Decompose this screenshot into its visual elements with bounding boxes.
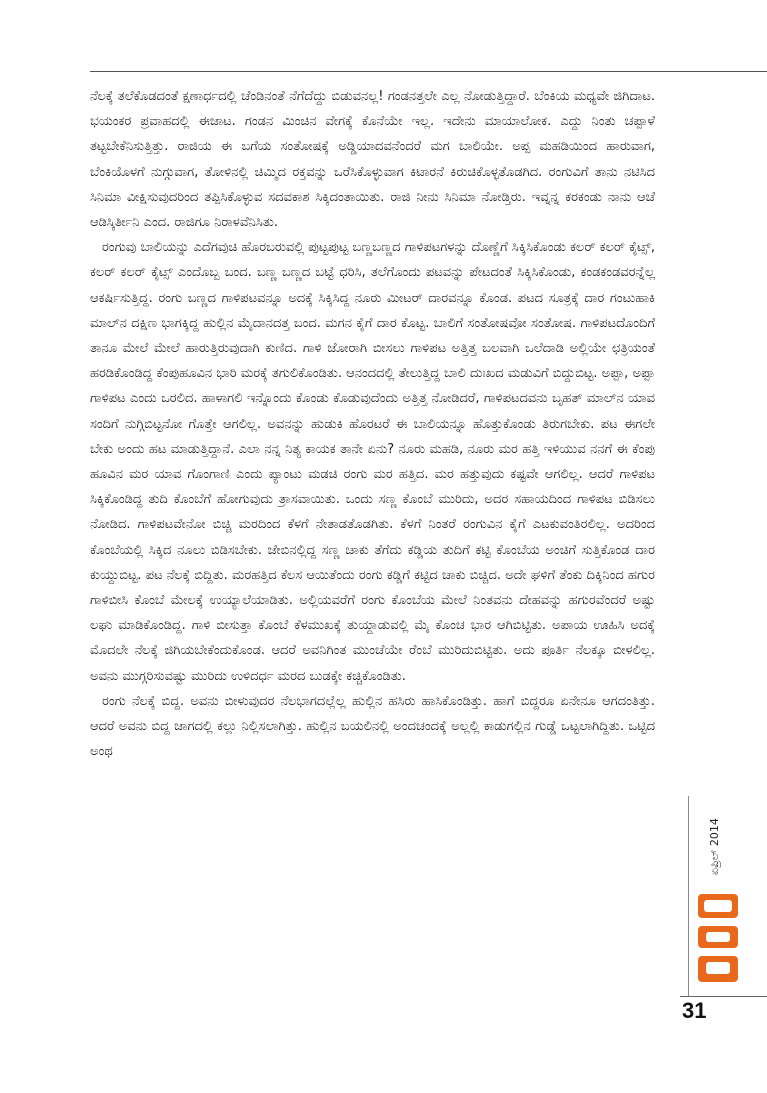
paragraph-3: ರಂಗು ನೆಲಕ್ಕೆ ಬಿದ್ದ. ಅವನು ಬೀಳುವುದರ ನೆಲಭಾಗದಲ್ಲೆಲ್ಲ ಹುಲ್ಲಿನ ಹಸಿರು ಹಾಸಿಕೊಂಡಿತ್ತು. ಹಾಗೆ ಬಿದ್ದರೂ ಏನೇನೂ ಆಗದಂತಿತ್ತು. ಆದರೆ ಅವನು ಬಿದ್ದ ಜಾಗದಲ್ಲಿ ಕಲ್ಲು ನಿಲ್ಲಿಸಲಾಗಿತ್ತು. ಹುಲ್ಲಿನ ಬಯಲಿನಲ್ಲಿ ಅಂದಚಂದಕ್ಕೆ ಅಲ್ಲಲ್ಲಿ ಕಾಡುಗಲ್ಲಿನ ಗುಡ್ಡೆ ಒಟ್ಟಲಾಗಿದ್ದಿತು. ಒಟ್ಟಿದ ಅಂಥ [90,693,655,760]
magazine-logo [692,888,744,988]
paragraph-2: ರಂಗುವು ಬಾಲಿಯನ್ನು ಎದೆಗವುಚಿ ಹೊರಬರುವಲ್ಲಿ ಪುಟ್ಟಪುಟ್ಟ ಬಣ್ಣಬಣ್ಣದ ಗಾಳಿಪಟಗಳನ್ನು ದೊಣ್ಣೆಗೆ ಸಿಕ್ಕಿಸಿಕೊಂಡು ಕಲರ್ ಕಲರ್ ಕೈಟ್ಸ್, ಕಲರ್ ಕಲರ್ ಕೈಟ್ಸ್ ಎಂದೊಬ್ಬ ಬಂದ. ಬಣ್ಣ ಬಣ್ಣದ ಬಟ್ಟೆ ಧರಿಸಿ, ತಲೆಗೊಂದು ಪಟವನ್ನು ಪೇಟದಂತೆ ಸಿಕ್ಕಿಸಿಕೊಂಡು, ಕಂಡಕಂಡವರನ್ನೆಲ್ಲ ಆಕರ್ಷಿಸುತ್ತಿದ್ದ. ರಂಗು ಬಣ್ಣದ ಗಾಳಿಪಟವನ್ನೂ ಅದಕ್ಕೆ ಸಿಕ್ಕಿಸಿದ್ದ ನೂರು ಮೀಟರ್ ದಾರವನ್ನೂ ಕೊಂಡ. ಪಟದ ಸೂತ್ರಕ್ಕೆ ದಾರ ಗಂಟುಹಾಕಿ ಮಾಲ್‌ನ ದಕ್ಷಿಣ ಭಾಗಕ್ಕಿದ್ದ ಹುಲ್ಲಿನ ಮೈದಾನದತ್ತ ಬಂದ. ಮಗನ ಕೈಗೆ ದಾರ ಕೊಟ್ಟ. ಬಾಲಿಗೆ ಸಂತೋಷವೋ ಸಂತೋಷ. ಗಾಳಿಪಟದೊಂದಿಗೆ ತಾನೂ ಮೇಲೆ ಮೇಲೆ ಹಾರುತ್ತಿರುವುದಾಗಿ ಕುಣಿದ. ಗಾಳಿ ಜೋರಾಗಿ ಬೀಸಲು ಗಾಳಿಪಟ ಅತ್ತಿತ್ತ ಬಲವಾಗಿ ಒಲೆದಾಡಿ ಅಲ್ಲಿಯೇ ಛತ್ರಿಯಂತೆ ಹರಡಿಕೊಂಡಿದ್ದ ಕೆಂಪುಹೂವಿನ ಭಾರಿ ಮರಕ್ಕೆ ತಗುಲಿಕೊಂಡಿತು. ಆನಂದದಲ್ಲಿ ತೇಲುತ್ತಿದ್ದ ಬಾಲಿ ದುಃಖದ ಮಡುವಿಗೆ ಬಿದ್ದುಬಿಟ್ಟ. ಅಪ್ಪಾ, ಅಪ್ಪಾ ಗಾಳಿಪಟ ಎಂದು ಒರಲಿದ. ಹಾಳಾಗಲಿ ಇನ್ನೊಂದು ಕೊಂಡು ಕೊಡುವುದೆಂದು ಅತ್ತಿತ್ತ ನೋಡಿದರೆ, ಗಾಳಿಪಟದವನು ಬೃಹತ್ ಮಾಲ್‌ನ ಯಾವ ಸಂದಿಗೆ ನುಗ್ಗಿಬಿಟ್ಟನೋ ಗೊತ್ತೇ ಆಗಲಿಲ್ಲ. ಅವನನ್ನು ಹುಡುಕಿ ಹೊರಟರೆ ಈ ಬಾಲಿಯನ್ನೂ ಹೊತ್ತುಕೊಂಡು ತಿರುಗಬೇಕು. ಪಟ ಈಗಲೇ ಬೇಕು ಅಂದು ಹಟ ಮಾಡುತ್ತಿದ್ದಾನೆ. ಎಲಾ ನನ್ನ ನಿತ್ಯ ಕಾಯಕ ತಾನೇ ಏನು? ನೂರು ಮಹಡಿ, ನೂರು ಮರ ಹತ್ತಿ ಇಳಿಯುವ ನನಗೆ ಈ ಕೆಂಪು ಹೂವಿನ ಮರ ಯಾವ ಗೊಂಗಾಣಿ ಎಂದು ಪ್ಯಾಂಟು ಮಡಚಿ ರಂಗು ಮರ ಹತ್ತಿದ. ಮರ ಹತ್ತುವುದು ಕಷ್ಟವೇ ಆಗಲಿಲ್ಲ. ಆದರೆ ಗಾಳಿಪಟ ಸಿಕ್ಕಿಕೊಂಡಿದ್ದ ತುದಿ ಕೊಂಬೆಗೆ ಹೋಗುವುದು ತ್ರಾಸವಾಯಿತು. ಒಂದು ಸಣ್ಣ ಕೊಂಬೆ ಮುರಿದು, ಅದರ ಸಹಾಯದಿಂದ ಗಾಳಿಪಟ ಬಿಡಿಸಲು ನೋಡಿದ. ಗಾಳಿಪಟವೇನೋ ಬಿಚ್ಚಿ ಮರದಿಂದ ಕೆಳಗೆ ನೇತಾಡತೊಡಗಿತು. ಕೆಳಗೆ ನಿಂತರೆ ರಂಗುವಿನ ಕೈಗೆ ಎಟಕುವಂತಿರಲಿಲ್ಲ. ಅದರಿಂದ ಕೊಂಬೆಯಲ್ಲಿ ಸಿಕ್ಕಿದ ನೂಲು ಬಿಡಿಸಬೇಕು. ಜೇಬಿನಲ್ಲಿದ್ದ ಸಣ್ಣ ಚಾಕು ತೆಗೆದು ಕಡ್ಡಿಯ ತುದಿಗೆ ಕಟ್ಟಿ ಕೊಂಬೆಯ ಅಂಚಿಗೆ ಸುತ್ತಿಕೊಂಡ ದಾರ ಕುಯ್ದುಬಿಟ್ಟ. ಪಟ ನೆಲಕ್ಕೆ ಬಿದ್ದಿತು. ಮರಹತ್ತಿದ ಕೆಲಸ ಆಯಿತೆಂದು ರಂಗು ಕಡ್ಡಿಗೆ ಕಟ್ಟಿದ ಚಾಕು ಬಿಚ್ಚಿದ. ಅದೇ ಘಳಿಗೆ ತೆಂಕು ದಿಕ್ಕಿನಿಂದ ಹಗುರ ಗಾಳಿಬೀಸಿ ಕೊಂಬೆ ಮೇಲಕ್ಕೆ ಉಯ್ಯಾಲೆಯಾಡಿತು. ಅಲ್ಲಿಯವರೆಗೆ ರಂಗು ಕೊಂಬೆಯ ಮೇಲೆ ನಿಂತವನು ದೇಹವನ್ನು ಹಗುರವೆಂದರೆ ಅಷ್ಟು ಲಘು ಮಾಡಿಕೊಂಡಿದ್ದ. ಗಾಳಿ ಬೀಸುತ್ತಾ ಕೊಂಬೆ ಕೆಳಮುಖಕ್ಕೆ ತುಯ್ದಾಡುವಲ್ಲಿ ಮೈ ಕೊಂಚ ಭಾರ ಆಗಿಬಿಟ್ಟಿತು. ಅಪಾಯ ಊಹಿಸಿ ಅದಕ್ಕೆ ಮೊದಲೇ ನೆಲಕ್ಕೆ ಜಿಗಿಯಬೇಕೆಂದುಕೊಂಡ. ಆದರೆ ಅವನಿಗಿಂತ ಮುಂಚೆಯೇ ರೆಂಬೆ ಮುರಿದುಬಿಟ್ಟಿತು. ಅದು ಪೂರ್ತಿ ನೆಲಕ್ಕೂ ಬೀಳಲಿಲ್ಲ. ಅವನು ಮುಗ್ಗರಿಸುವಷ್ಟು ಮುರಿದು ಉಳಿದರ್ಧ ಮರದ ಬುಡಕ್ಕೇ ಕಚ್ಚಿಕೊಂಡಿತು. [90,240,655,684]
paragraph-1: ನೆಲಕ್ಕೆ ತಲೆಕೊಡದಂತೆ ಕ್ಷಣಾರ್ಧದಲ್ಲಿ ಚೆಂಡಿನಂತೆ ನೆಗೆದೆದ್ದು ಬಿಡುವನಲ್ಲ! ಗಂಡನತ್ತಲೇ ಎಲ್ಲ ನೋಡುತ್ತಿದ್ದಾರೆ. ಬೆಂಕಿಯ ಮಧ್ಯವೇ ಜಿಗಿದಾಟ. ಭಯಂಕರ ಪ್ರವಾಹದಲ್ಲಿ ಈಜಾಟ. ಗಂಡನ ಮಿಂಚಿನ ವೇಗಕ್ಕೆ ಕೊನೆಯೇ ಇಲ್ಲ. ಇದೇನು ಮಾಯಾಲೋಕ. ಎದ್ದು ನಿಂತು ಚಪ್ಪಾಳೆ ತಟ್ಟಬೇಕೆನಿಸುತ್ತಿತ್ತು. ರಾಜಿಯ ಈ ಬಗೆಯ ಸಂತೋಷಕ್ಕೆ ಅಡ್ಡಿಯಾದವನೆಂದರೆ ಮಗ ಬಾಲಿಯೇ. ಅಪ್ಪ ಮಹಡಿಯಿಂದ ಹಾರುವಾಗ, ಬೆಂಕಿಯೊಳಗೆ ನುಗ್ಗುವಾಗ, ತೋಳಿನಲ್ಲಿ ಚಿಮ್ಮಿದ ರಕ್ತವನ್ನು ಒರೆಸಿಕೊಳ್ಳುವಾಗ ಕಿಟಾರನೆ ಕಿರುಚಿಕೊಳ್ಳತೊಡಗಿದ. ರಂಗುವಿಗೆ ತಾನು ನಟಿಸಿದ ಸಿನಿಮಾ ವೀಕ್ಷಿಸುವುದರಿಂದ ತಪ್ಪಿಸಿಕೊಳ್ಳುವ ಸದವಕಾಶ ಸಿಕ್ಕಿದಂತಾಯಿತು. ರಾಜಿ ನೀನು ಸಿನಿಮಾ ನೋಡ್ತಿರು. ಇವ್ನನ್ನ ಕರಕಂಡು ನಾನು ಆಚೆ ಆಡಿಸ್ಕಿರ್ತೀನಿ ಎಂದ. ರಾಜಿಗೂ ನಿರಾಳವೆನಿಸಿತು. [90,89,655,231]
issue-date-label: ಏಪ್ರಿಲ್ 2014 [708,818,721,875]
header-rule [90,71,767,72]
article-body [90,84,655,764]
page-number: 31 [682,998,707,1023]
footer-rule [680,996,767,997]
margin-rule [688,796,689,996]
